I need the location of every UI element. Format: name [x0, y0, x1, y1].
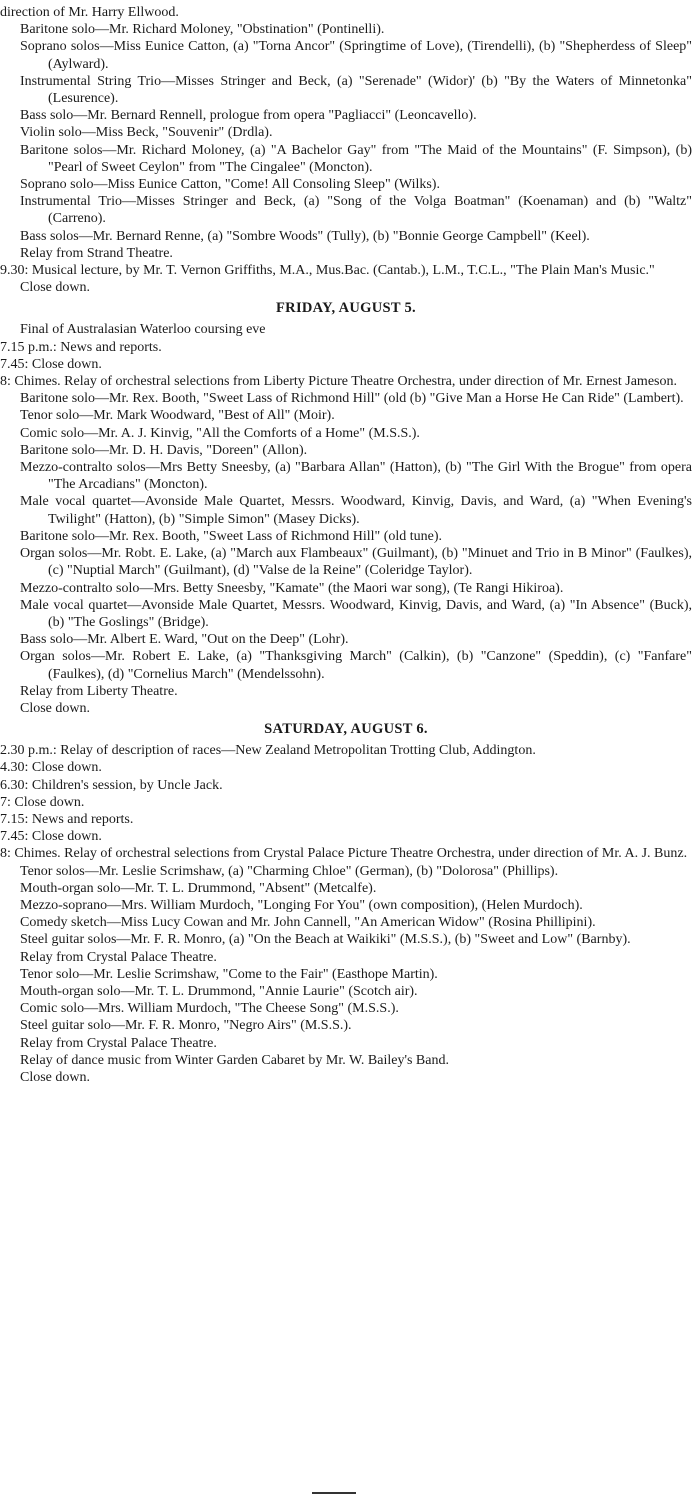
programme-entry: Organ solos—Mr. Robert E. Lake, (a) "Thanksgiving March" (Calkin), (b) "Canzone" (Speddin), (c) "Fanfare" (Faulkes), (d) "Cornelius March" (Mendelssohn). — [20, 649, 692, 682]
programme-entry: Close down. — [20, 700, 90, 716]
friday-heading: FRIDAY, AUGUST 5. — [276, 300, 416, 317]
programme-entry: Baritone solo—Mr. Richard Moloney, "Obstination" (Pontinelli). — [20, 22, 385, 38]
programme-entry: Relay from Crystal Palace Theatre. — [20, 949, 217, 965]
thursday-programme-continued — [0, 4, 692, 296]
programme-entry: Bass solos—Mr. Bernard Renne, (a) "Sombre Woods" (Tully), (b) "Bonnie George Campbell" (Keel). — [20, 228, 590, 244]
programme-entry: Soprano solo—Miss Eunice Catton, "Come! All Consoling Sleep" (Wilks). — [20, 177, 440, 193]
programme-entry: Bass solo—Mr. Bernard Rennell, prologue from opera "Pagliacci" (Leoncavello). — [20, 108, 477, 124]
programme-entry: 7.15: News and reports. — [0, 811, 134, 827]
programme-entry: Mezzo-contralto solos—Mrs Betty Sneesby, (a) "Barbara Allan" (Hatton), (b) "The Girl With the Brogue" from opera "The Arcadians" (Moncton). — [20, 460, 692, 493]
programme-entry: Baritone solo—Mr. D. H. Davis, "Doreen" (Allon). — [20, 442, 308, 458]
programme-entry: 8: Chimes. Relay of orchestral selections from Liberty Picture Theatre Orchestra, under direction of Mr. Ernest Jameson. — [0, 374, 677, 390]
programme-entry: Organ solos—Mr. Robt. E. Lake, (a) "March aux Flambeaux" (Guilmant), (b) "Minuet and Trio in B Minor" (Faulkes), (c) "Nuptial March" (Guilmant), (d) "Valse de la Reine" (Coleridge Taylor). — [20, 546, 692, 579]
programme-entry: 7.15 p.m.: News and reports. — [0, 339, 162, 355]
programme-entry: Steel guitar solo—Mr. F. R. Monro, "Negro Airs" (M.S.S.). — [20, 1018, 352, 1034]
programme-entry: 7: Close down. — [0, 794, 85, 810]
programme-entry: 6.30: Children's session, by Uncle Jack. — [0, 777, 223, 793]
programme-entry: Mezzo-contralto solo—Mrs. Betty Sneesby, "Kamate" (the Maori war song), (Te Rangi Hikiroa). — [20, 580, 564, 596]
programme-entry: Close down. — [20, 1069, 90, 1085]
programme-entry: Comic solo—Mrs. William Murdoch, "The Cheese Song" (M.S.S.). — [20, 1001, 399, 1017]
programme-entry: Baritone solos—Mr. Richard Moloney, (a) "A Bachelor Gay" from "The Maid of the Mountains" (F. Simpson), (b) "Pearl of Sweet Ceylon" from "The Cingalee" (Moncton). — [20, 142, 692, 175]
programme-entry: Relay of dance music from Winter Garden Cabaret by Mr. W. Bailey's Band. — [20, 1052, 449, 1068]
programme-entry: Violin solo—Miss Beck, "Souvenir" (Drdla). — [20, 125, 273, 141]
programme-entry: Mouth-organ solo—Mr. T. L. Drummond, "Annie Laurie" (Scotch air). — [20, 983, 418, 999]
programme-entry: Tenor solo—Mr. Leslie Scrimshaw, "Come to the Fair" (Easthope Martin). — [20, 966, 438, 982]
programme-entry: direction of Mr. Harry Ellwood. — [0, 5, 179, 20]
programme-entry: Instrumental Trio—Misses Stringer and Beck, (a) "Song of the Volga Boatman" (Koenaman) and (b) "Waltz" (Carreno). — [20, 194, 692, 227]
programme-entry: Comedy sketch—Miss Lucy Cowan and Mr. John Cannell, "An American Widow" (Rosina Phillipini). — [20, 915, 596, 931]
programme-entry: Instrumental String Trio—Misses Stringer and Beck, (a) "Serenade" (Widor)' (b) "By the Waters of Minnetonka" (Lesurence). — [20, 73, 692, 107]
programme-entry: Mezzo-soprano—Mrs. William Murdoch, "Longing For You" (own composition), (Helen Murdoch). — [20, 897, 583, 913]
programme-entry: Steel guitar solos—Mr. F. R. Monro, (a) "On the Beach at Waikiki" (M.S.S.), (b) "Sweet and Low" (Barnby). — [20, 932, 631, 948]
programme-entry: Soprano solos—Miss Eunice Catton, (a) "Torna Ancor" (Springtime of Love), (Tirendelli), (b) "Shepherdess of Sleep" (Aylward). — [20, 39, 692, 72]
programme-entry: Comic solo—Mr. A. J. Kinvig, "All the Comforts of a Home" (M.S.S.). — [20, 425, 420, 441]
programme-entry: 4.30: Close down. — [0, 760, 102, 776]
programme-column — [0, 4, 692, 1086]
programme-entry: Close down. — [20, 280, 90, 296]
section-end-rule — [312, 1492, 356, 1494]
programme-entry: 7.45: Close down. — [0, 829, 102, 845]
programme-entry: 8: Chimes. Relay of orchestral selections from Crystal Palace Picture Theatre Orchestra, under direction of Mr. A. J. Bunz. — [0, 846, 688, 862]
programme-entry: Baritone solo—Mr. Rex. Booth, "Sweet Lass of Richmond Hill" (old (b) "Give Man a Horse He Can Ride" (Lambert). — [20, 391, 684, 407]
programme-entry: Relay from Liberty Theatre. — [20, 683, 178, 699]
programme-entry: Final of Australasian Waterloo coursing eve — [20, 322, 266, 338]
programme-entry: Baritone solo—Mr. Rex. Booth, "Sweet Lass of Richmond Hill" (old tune). — [20, 528, 443, 544]
programme-entry: Male vocal quartet—Avonside Male Quartet, Messrs. Woodward, Kinvig, Davis, and Ward, (a) "When Evening's Twilight" (Hatton), (b) "Simple Simon" (Masey Dicks). — [20, 494, 692, 527]
programme-entry: Relay from Strand Theatre. — [20, 245, 173, 261]
programme-entry: Tenor solo—Mr. Mark Woodward, "Best of All" (Moir). — [20, 408, 335, 424]
programme-entry: 7.45: Close down. — [0, 356, 102, 372]
programme-entry: Relay from Crystal Palace Theatre. — [20, 1035, 217, 1051]
saturday-programme — [0, 742, 692, 1086]
programme-entry: 2.30 p.m.: Relay of description of races—New Zealand Metropolitan Trotting Club, Addington. — [0, 743, 536, 759]
programme-entry: Mouth-organ solo—Mr. T. L. Drummond, "Absent" (Metcalfe). — [20, 880, 377, 896]
saturday-heading: SATURDAY, AUGUST 6. — [264, 721, 428, 738]
programme-entry: Tenor solos—Mr. Leslie Scrimshaw, (a) "Charming Chloe" (German), (b) "Dolorosa" (Phillips). — [20, 863, 559, 879]
programme-entry: Male vocal quartet—Avonside Male Quartet, Messrs. Woodward, Kinvig, Davis, and Ward, (a) "In Absence" (Buck), (b) "The Goslings" (Bridge). — [20, 597, 692, 630]
programme-entry: Bass solo—Mr. Albert E. Ward, "Out on the Deep" (Lohr). — [20, 632, 349, 648]
friday-programme — [0, 321, 692, 717]
programme-entry: 9.30: Musical lecture, by Mr. T. Vernon Griffiths, M.A., Mus.Bac. (Cantab.), L.M., T.C.L., "The Plain Man's Music." — [0, 263, 655, 279]
